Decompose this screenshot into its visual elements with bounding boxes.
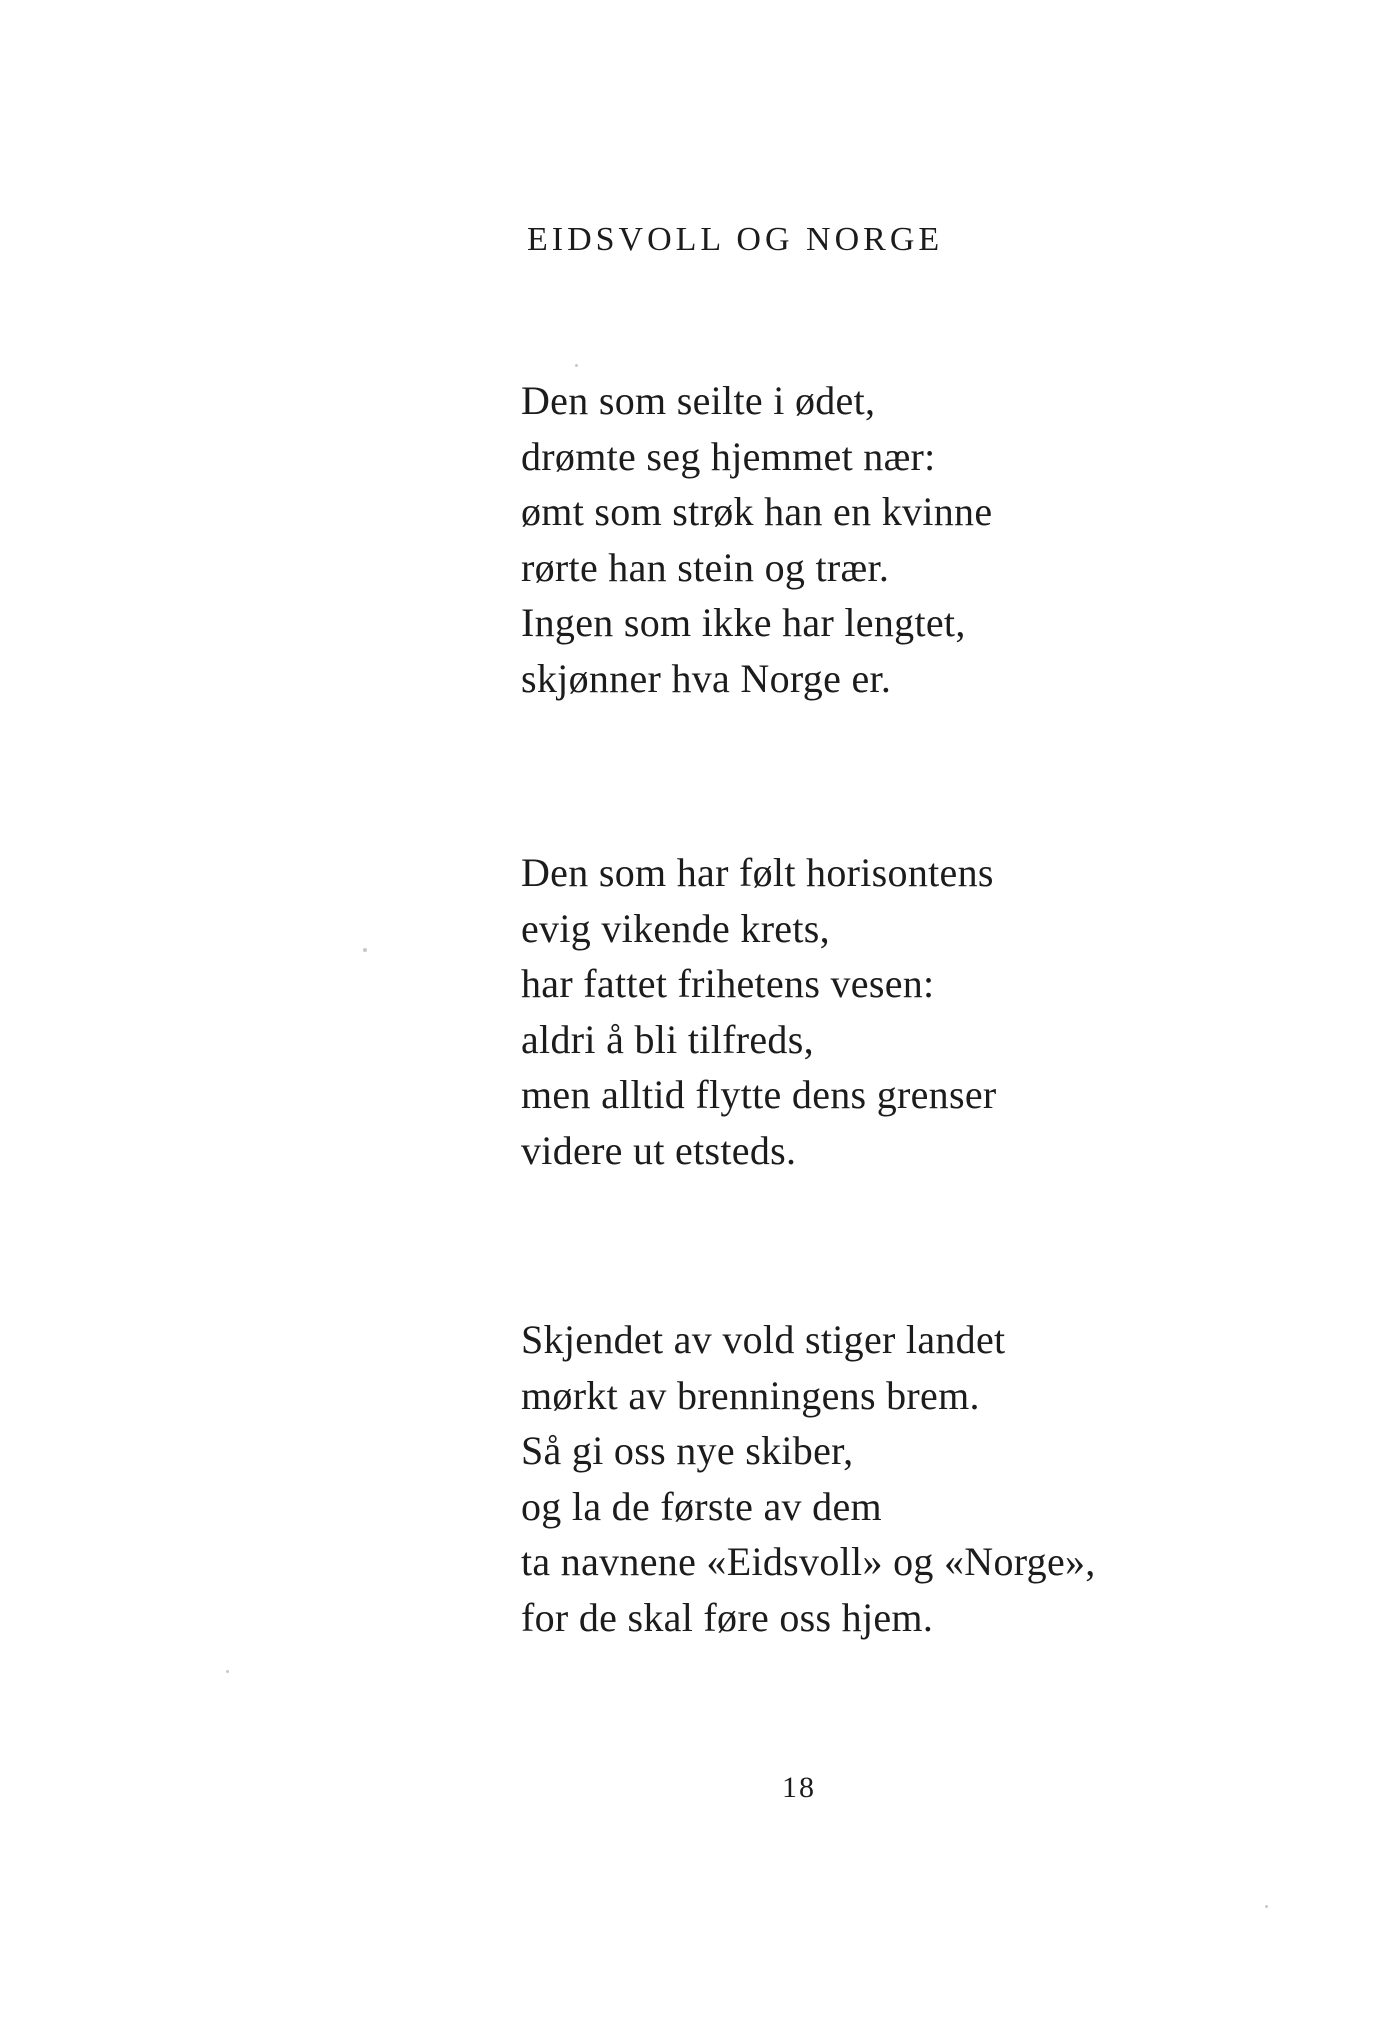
poem-line: Så gi oss nye skiber,: [521, 1428, 854, 1474]
poem-title: EIDSVOLL OG NORGE: [527, 221, 944, 258]
poem-line: mørkt av brenningens brem.: [521, 1372, 980, 1418]
poem-line: skjønner hva Norge er.: [521, 655, 892, 701]
page-number: 18: [782, 1771, 816, 1804]
stanza-2: [521, 845, 997, 1179]
scan-speck: [363, 948, 367, 952]
poem-line: aldri å bli tilfreds,: [521, 1016, 814, 1062]
stanza-3: [521, 1312, 1096, 1646]
scan-speck: [575, 364, 578, 367]
poem-line: men alltid flytte dens grenser: [521, 1072, 997, 1118]
poem-line: Den som har følt horisontens: [521, 850, 994, 895]
poem-line: ømt som strøk han en kvinne: [521, 489, 993, 535]
poem-line: Ingen som ikke har lengtet,: [521, 600, 966, 646]
poem-line: og la de første av dem: [521, 1483, 882, 1529]
scan-speck: [1265, 1905, 1268, 1908]
poem-line: evig vikende krets,: [521, 905, 830, 951]
poem-line: rørte han stein og trær.: [521, 544, 890, 590]
poem-line: videre ut etsteds.: [521, 1127, 797, 1173]
stanza-1: [521, 373, 992, 707]
poem-line: har fattet frihetens vesen:: [521, 961, 935, 1007]
poem-line: for de skal føre oss hjem.: [521, 1594, 934, 1640]
poem-line: ta navnene «Eidsvoll» og «Norge»,: [521, 1539, 1096, 1585]
poem-line: drømte seg hjemmet nær:: [521, 433, 936, 479]
poem-line: Skjendet av vold stiger landet: [521, 1317, 1006, 1362]
scan-speck: [226, 1670, 229, 1673]
poem-line: Den som seilte i ødet,: [521, 378, 876, 423]
